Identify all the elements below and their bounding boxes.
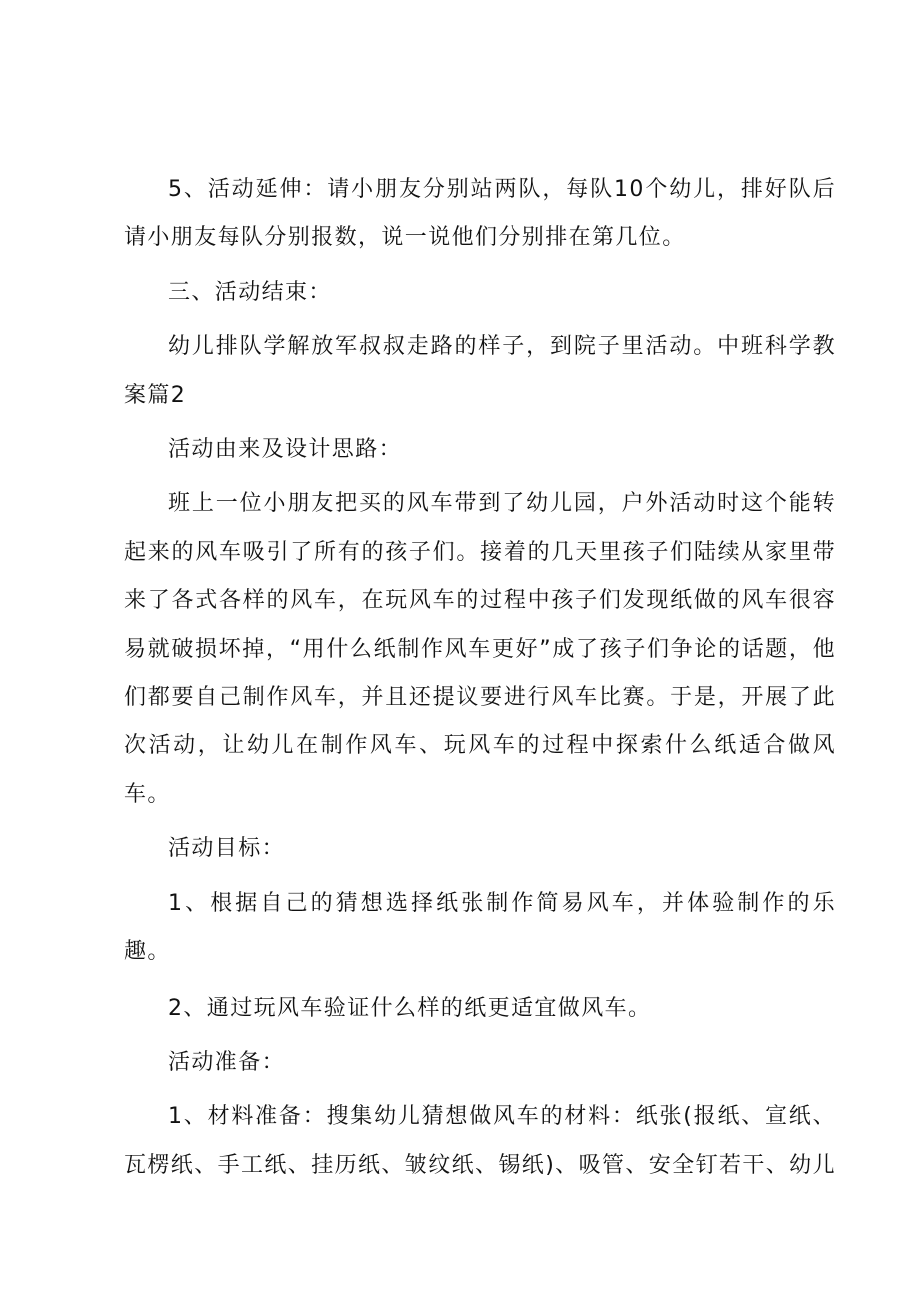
heading-activity-goals: 活动目标： <box>168 836 286 862</box>
paragraph-activity-end: 幼儿排队学解放军叔叔走路的样子，到院子里活动。中班科学教案篇2 <box>124 334 836 408</box>
paragraph-activity-extension: 5、活动延伸：请小朋友分别站两队，每队10个幼儿，排好队后请小朋友每队分别报数，说一说他们分别排在第几位。 <box>124 177 836 251</box>
document-body <box>124 166 836 1190</box>
paragraph-goal-2: 2、通过玩风车验证什么样的纸更适宜做风车。 <box>168 995 652 1021</box>
heading-activity-end: 三、活动结束： <box>168 279 332 305</box>
heading-activity-preparation: 活动准备： <box>168 1049 286 1075</box>
paragraph-preparation-1: 1、材料准备：搜集幼儿猜想做风车的材料：纸张(报纸、宣纸、瓦楞纸、手工纸、挂历纸、皱纹纸、锡纸)、吸管、安全钉若干、幼儿 <box>124 1104 836 1178</box>
paragraph-origin-design: 班上一位小朋友把买的风车带到了幼儿园，户外活动时这个能转起来的风车吸引了所有的孩子们。接着的几天里孩子们陆续从家里带来了各式各样的风车，在玩风车的过程中孩子们发现纸做的风车很容易就破损坏掉，“用什么纸制作风车更好”成了孩子们争论的话题，他们都要自己制作风车，并且还提议要进行风车比赛。于是，开展了此次活动，让幼儿在制作风车、玩风车的过程中探索什么纸适合做风车。 <box>124 491 836 807</box>
paragraph-goal-1: 1、根据自己的猜想选择纸张制作简易风车，并体验制作的乐趣。 <box>124 890 836 965</box>
heading-origin-design: 活动由来及设计思路： <box>168 437 403 463</box>
